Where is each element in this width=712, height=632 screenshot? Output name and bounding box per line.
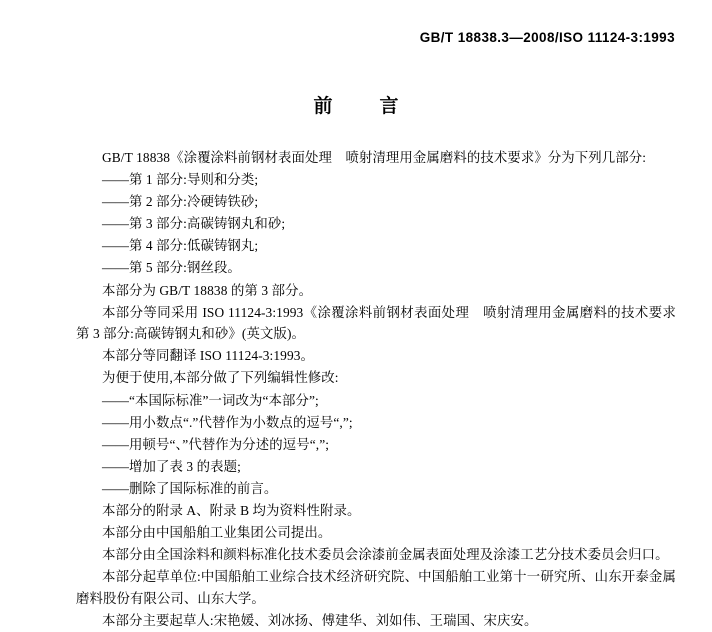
- paragraph: 本部分等同翻译 ISO 11124-3:1993。: [102, 348, 315, 364]
- paragraph: ——第 1 部分:导则和分类;: [102, 172, 259, 188]
- page-header-standard-number: GB/T 18838.3—2008/ISO 11124-3:1993: [419, 30, 675, 45]
- page-title: 前 言: [313, 96, 413, 117]
- paragraph: ——删除了国际标准的前言。: [102, 480, 278, 496]
- paragraph: 本部分为 GB/T 18838 的第 3 部分。: [102, 282, 313, 298]
- paragraph: 本部分的附录 A、附录 B 均为资料性附录。: [102, 503, 361, 518]
- paragraph: GB/T 18838《涂覆涂料前钢材表面处理 喷射清理用金属磨料的技术要求》分为下列几部分:: [102, 150, 647, 165]
- paragraph: 本部分由中国船舶工业集团公司提出。: [102, 525, 332, 541]
- paragraph: ——第 2 部分:冷硬铸铁砂;: [102, 194, 259, 210]
- paragraph: ——第 3 部分:高碳铸钢丸和砂;: [102, 216, 286, 232]
- paragraph: 本部分由全国涂料和颜料标准化技术委员会涂漆前金属表面处理及涂漆工艺分技术委员会归口。: [102, 547, 669, 563]
- paragraph: ——用小数点“.”代替作为小数点的逗号“,”;: [102, 414, 353, 430]
- paragraph: 本部分等同采用 ISO 11124-3:1993《涂覆涂料前钢材表面处理 喷射清理用金属磨料的技术要求 第 3 部分:高碳铸钢丸和砂》(英文版)。: [76, 304, 690, 342]
- foreword-body: [76, 147, 690, 632]
- paragraph: 本部分起草单位:中国船舶工业综合技术经济研究院、中国船舶工业第十一研究所、山东开泰金属磨料股份有限公司、山东大学。: [76, 569, 676, 606]
- paragraph: ——第 4 部分:低碳铸钢丸;: [102, 238, 259, 254]
- paragraph: ——用顿号“、”代替作为分述的逗号“,”;: [102, 436, 330, 452]
- paragraph: 本部分主要起草人:宋艳媛、刘冰扬、傅建华、刘如伟、王瑞国、宋庆安。: [102, 612, 538, 628]
- paragraph: ——增加了表 3 的表题;: [102, 458, 241, 474]
- paragraph: ——第 5 部分:钢丝段。: [102, 260, 241, 276]
- paragraph: ——“本国际标准”一词改为“本部分”;: [102, 392, 319, 408]
- paragraph: 为便于使用,本部分做了下列编辑性修改:: [102, 370, 339, 386]
